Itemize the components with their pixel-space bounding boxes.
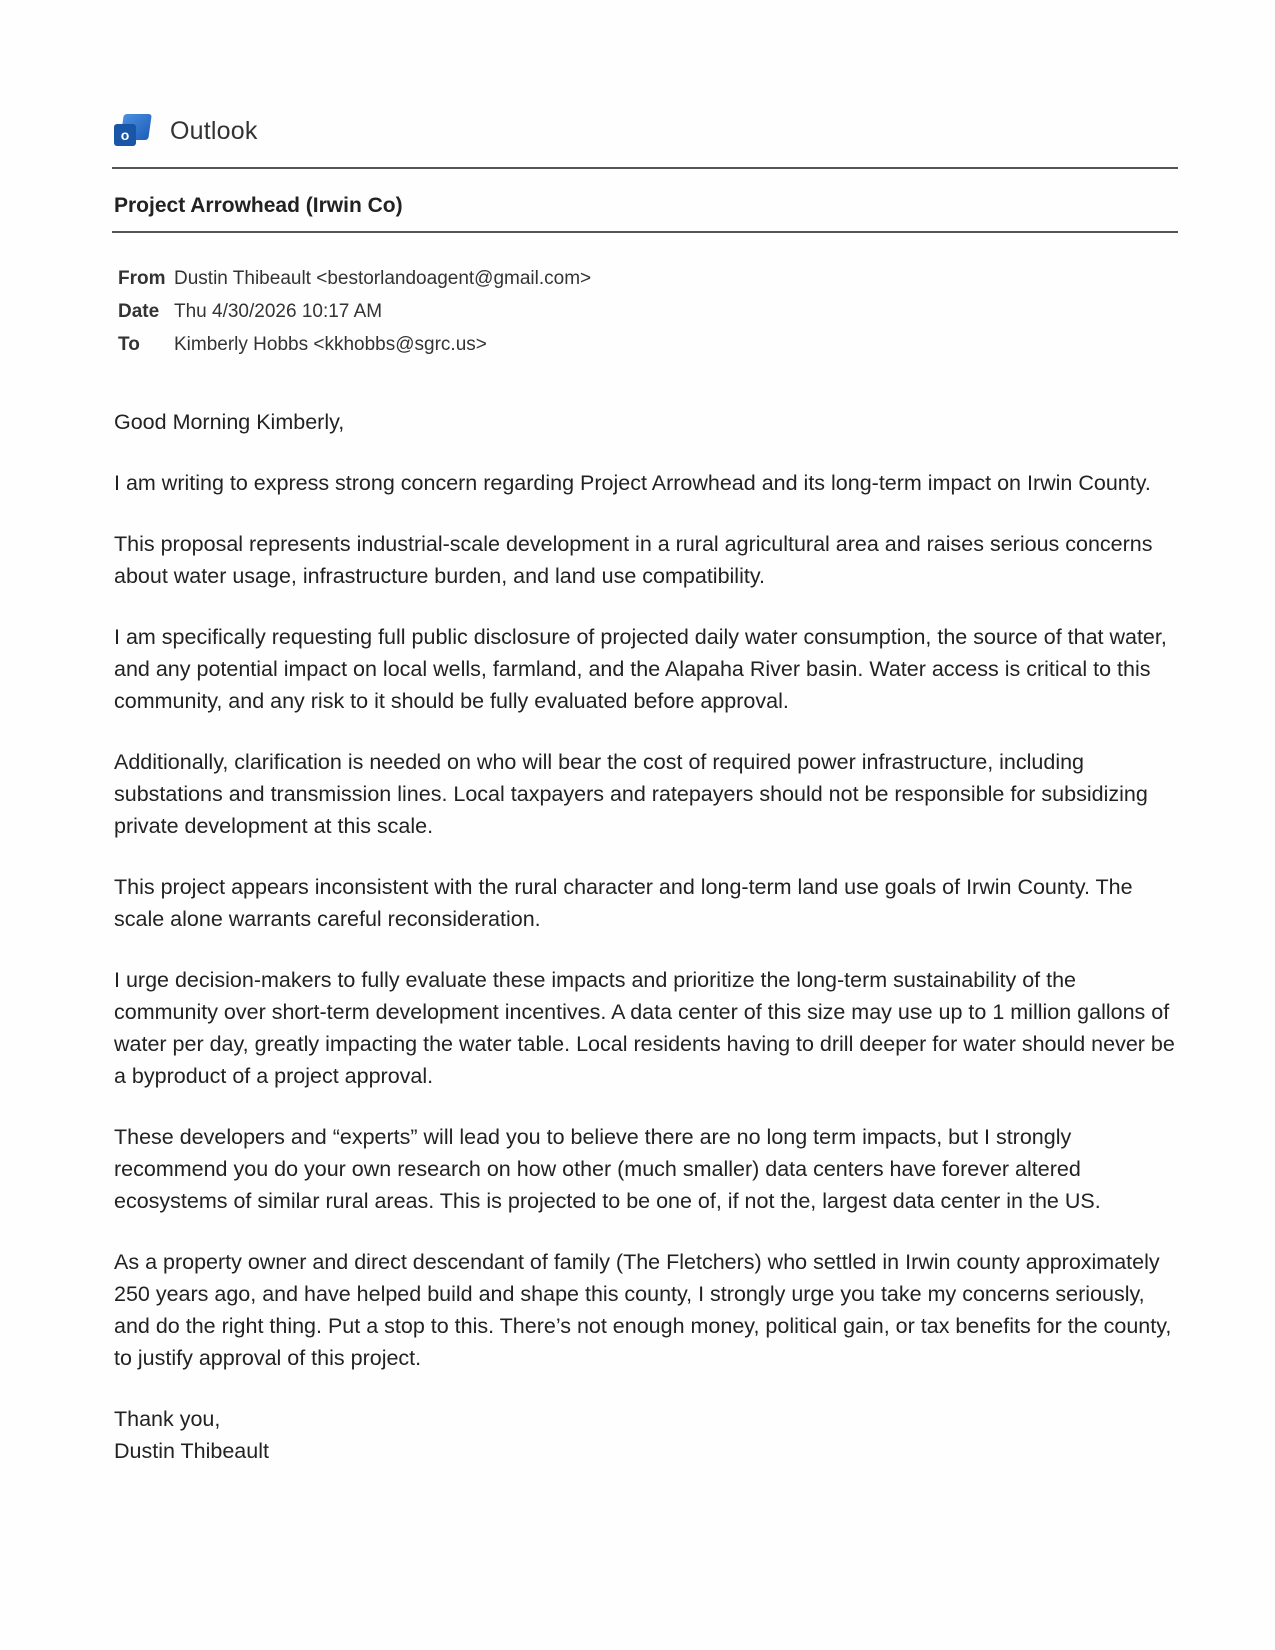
app-header: [114, 108, 258, 154]
signature: Dustin Thibeault: [114, 1439, 269, 1463]
date-label: Date: [118, 301, 160, 322]
to-value: Kimberly Hobbs <kkhobbs@sgrc.us>: [174, 334, 487, 355]
body-paragraph: Additionally, clarification is needed on who will bear the cost of required power infrastructure, including substations and transmission lines. Local taxpayers and ratepayers should not be responsible for subsidizing private development at this scale.: [114, 750, 1148, 838]
greeting: Good Morning Kimberly,: [114, 410, 345, 434]
date-row: [118, 295, 591, 328]
body-paragraph: This proposal represents industrial-scale development in a rural agricultural area and raises serious concerns about water usage, infrastructure burden, and land use compatibility.: [114, 532, 1153, 588]
body-paragraph: As a property owner and direct descendant of family (The Fletchers) who settled in Irwin county approximately 250 years ago, and have helped build and shape this county, I strongly urge you take my concerns seriously, and do the right thing. Put a stop to this. There’s not enough money, political gain, or tax benefits for the county, to justify approval of this project.: [114, 1250, 1172, 1370]
email-meta: [118, 262, 591, 361]
from-value: Dustin Thibeault <bestorlandoagent@gmail.com>: [174, 268, 592, 289]
closing: Thank you,: [114, 1407, 221, 1431]
email-body: [114, 406, 1178, 1467]
body-paragraph: This project appears inconsistent with the rural character and long-term land use goals of Irwin County. The scale alone warrants careful reconsideration.: [114, 875, 1133, 931]
subject-divider: [112, 231, 1178, 233]
app-name: Outlook: [170, 116, 258, 145]
logo-letter: o: [114, 124, 136, 146]
from-row: [118, 262, 591, 295]
outlook-logo-icon: [114, 112, 152, 150]
from-label: From: [118, 268, 166, 289]
body-paragraph: I urge decision-makers to fully evaluate these impacts and prioritize the long-term sustainability of the community over short-term development incentives. A data center of this size may use up to 1 million gallons of water per day, greatly impacting the water table. Local residents having to drill deeper for water should never be a byproduct of a project approval.: [114, 968, 1175, 1088]
to-row: [118, 328, 591, 361]
to-label: To: [118, 334, 140, 355]
body-paragraph: These developers and “experts” will lead you to believe there are no long term impacts, but I strongly recommend you do your own research on how other (much smaller) data centers have forever altered ecosystems of similar rural areas. This is projected to be one of, if not the, largest data center in the US.: [114, 1125, 1101, 1213]
date-value: Thu 4/30/2026 10:17 AM: [174, 301, 383, 322]
email-subject: Project Arrowhead (Irwin Co): [114, 194, 403, 217]
body-paragraph: I am specifically requesting full public disclosure of projected daily water consumption, the source of that water, and any potential impact on local wells, farmland, and the Alapaha River basin. Water access is critical to this community, and any risk to it should be fully evaluated before approval.: [114, 625, 1167, 713]
header-divider: [112, 167, 1178, 169]
body-paragraph: I am writing to express strong concern regarding Project Arrowhead and its long-term impact on Irwin County.: [114, 471, 1151, 495]
